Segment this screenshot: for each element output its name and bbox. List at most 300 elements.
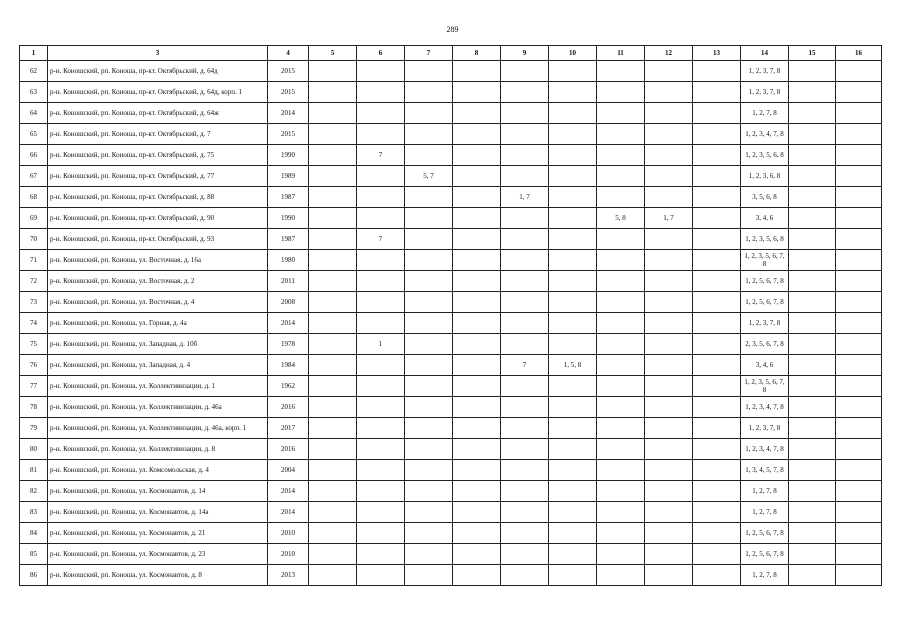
table-cell <box>357 82 405 103</box>
table-cell <box>453 145 501 166</box>
table-row <box>20 460 882 481</box>
table-cell <box>789 334 836 355</box>
table-cell <box>693 292 741 313</box>
table-cell <box>357 502 405 523</box>
table-cell <box>549 376 597 397</box>
table-cell <box>309 355 357 376</box>
table-cell <box>789 166 836 187</box>
address-cell: р-н. Коношский, рп. Коноша, ул. Комсомольская, д. 4 <box>48 460 268 481</box>
table-cell <box>597 61 645 82</box>
table-cell: 68 <box>20 187 48 208</box>
table-cell <box>693 82 741 103</box>
address-cell: р-н. Коношский, рп. Коноша, ул. Горная, д. 4а <box>48 313 268 334</box>
table-cell <box>836 187 882 208</box>
table-cell <box>645 82 693 103</box>
table-cell <box>597 166 645 187</box>
address-cell: р-н. Коношский, рп. Коноша, ул. Коллективизации, д. 8 <box>48 439 268 460</box>
table-cell: 1, 2, 7, 8 <box>741 502 789 523</box>
table-cell <box>405 418 453 439</box>
table-cell <box>789 82 836 103</box>
table-cell <box>501 376 549 397</box>
table-cell <box>549 61 597 82</box>
table-cell <box>405 397 453 418</box>
table-row <box>20 124 882 145</box>
table-cell <box>357 313 405 334</box>
table-cell <box>405 523 453 544</box>
table-cell: 1, 2, 7, 8 <box>741 565 789 586</box>
table-cell: 85 <box>20 544 48 565</box>
table-cell <box>597 397 645 418</box>
table-cell <box>309 61 357 82</box>
table-cell <box>789 523 836 544</box>
table-cell <box>501 502 549 523</box>
table-cell <box>549 334 597 355</box>
table-cell: 63 <box>20 82 48 103</box>
table-cell <box>453 523 501 544</box>
table-cell: 1, 2, 5, 6, 7, 8 <box>741 544 789 565</box>
table-cell <box>597 124 645 145</box>
table-cell <box>453 229 501 250</box>
table-cell: 1987 <box>268 187 309 208</box>
table-cell <box>693 544 741 565</box>
table-cell <box>597 544 645 565</box>
table-cell: 1, 2, 3, 7, 8 <box>741 418 789 439</box>
table-cell <box>693 523 741 544</box>
table-cell: 7 <box>357 145 405 166</box>
table-cell <box>597 250 645 271</box>
table-cell <box>789 61 836 82</box>
table-cell: 2016 <box>268 397 309 418</box>
table-cell <box>405 61 453 82</box>
table-cell <box>597 376 645 397</box>
table-cell <box>645 103 693 124</box>
table-cell <box>789 565 836 586</box>
table-row <box>20 481 882 502</box>
table-cell <box>357 439 405 460</box>
column-header: 8 <box>453 46 501 61</box>
address-cell: р-н. Коношский, рп. Коноша, пр-кт. Октябрьский, д. 90 <box>48 208 268 229</box>
table-cell: 76 <box>20 355 48 376</box>
table-cell <box>309 229 357 250</box>
table-cell <box>453 313 501 334</box>
table-cell: 83 <box>20 502 48 523</box>
table-cell <box>549 292 597 313</box>
table-cell <box>453 292 501 313</box>
table-cell: 70 <box>20 229 48 250</box>
table-cell <box>453 334 501 355</box>
table-cell: 1, 2, 3, 5, 6, 8 <box>741 145 789 166</box>
table-cell: 2010 <box>268 523 309 544</box>
table-cell <box>836 502 882 523</box>
table-cell <box>309 502 357 523</box>
table-cell <box>501 166 549 187</box>
table-cell <box>549 397 597 418</box>
table-cell <box>645 481 693 502</box>
table-cell <box>597 145 645 166</box>
table-cell <box>309 544 357 565</box>
table-cell <box>836 271 882 292</box>
table-cell <box>405 208 453 229</box>
table-cell: 7 <box>357 229 405 250</box>
table-cell: 1, 2, 3, 5, 6, 8 <box>741 229 789 250</box>
table-cell <box>836 124 882 145</box>
table-cell: 1, 5, 8 <box>549 355 597 376</box>
table-cell <box>693 334 741 355</box>
table-cell <box>693 61 741 82</box>
table-cell <box>789 355 836 376</box>
table-cell <box>597 355 645 376</box>
table-cell: 1, 2, 3, 4, 7, 8 <box>741 439 789 460</box>
table-row <box>20 82 882 103</box>
table-cell <box>789 397 836 418</box>
table-cell <box>405 313 453 334</box>
table-cell <box>453 187 501 208</box>
table-cell <box>693 124 741 145</box>
table-cell: 1, 2, 3, 7, 8 <box>741 313 789 334</box>
table-cell: 2011 <box>268 271 309 292</box>
table-row <box>20 229 882 250</box>
address-cell: р-н. Коношский, рп. Коноша, ул. Восточная, д. 4 <box>48 292 268 313</box>
table-row <box>20 565 882 586</box>
table-cell: 1, 2, 3, 5, 6, 7, 8 <box>741 376 789 397</box>
table-cell <box>501 334 549 355</box>
column-header: 13 <box>693 46 741 61</box>
table-cell <box>405 460 453 481</box>
table-cell: 1 <box>357 334 405 355</box>
table-cell <box>453 250 501 271</box>
table-cell <box>597 271 645 292</box>
table-cell <box>549 166 597 187</box>
table-cell <box>789 208 836 229</box>
table-cell <box>309 376 357 397</box>
table-cell <box>789 481 836 502</box>
column-header: 10 <box>549 46 597 61</box>
table-cell: 2014 <box>268 481 309 502</box>
table-cell: 3, 4, 6 <box>741 355 789 376</box>
table-cell: 2015 <box>268 124 309 145</box>
table-cell: 64 <box>20 103 48 124</box>
table-cell <box>501 418 549 439</box>
table-row <box>20 292 882 313</box>
table-cell <box>453 481 501 502</box>
table-cell: 2016 <box>268 439 309 460</box>
table-cell <box>597 418 645 439</box>
table-cell: 3, 5, 6, 8 <box>741 187 789 208</box>
table-cell <box>357 187 405 208</box>
table-cell <box>309 334 357 355</box>
table-row <box>20 376 882 397</box>
table-row <box>20 544 882 565</box>
table-cell <box>501 565 549 586</box>
table-cell <box>357 355 405 376</box>
table-cell <box>693 145 741 166</box>
table-cell <box>597 481 645 502</box>
table-cell <box>836 82 882 103</box>
table-cell <box>405 292 453 313</box>
address-cell: р-н. Коношский, рп. Коноша, ул. Космонавтов, д. 14 <box>48 481 268 502</box>
table-cell <box>357 523 405 544</box>
table-cell <box>836 460 882 481</box>
table-cell <box>836 544 882 565</box>
table-row <box>20 502 882 523</box>
table-cell <box>405 439 453 460</box>
table-cell <box>309 292 357 313</box>
table-cell: 86 <box>20 565 48 586</box>
table-cell <box>645 397 693 418</box>
table-cell <box>309 166 357 187</box>
table-cell: 75 <box>20 334 48 355</box>
table-cell <box>453 502 501 523</box>
table-cell <box>405 481 453 502</box>
table-cell <box>645 145 693 166</box>
table-cell <box>501 397 549 418</box>
table-cell <box>597 82 645 103</box>
address-cell: р-н. Коношский, рп. Коноша, ул. Коллективизации, д. 1 <box>48 376 268 397</box>
table-cell <box>549 481 597 502</box>
table-cell <box>309 250 357 271</box>
table-cell <box>501 61 549 82</box>
table-cell: 1962 <box>268 376 309 397</box>
table-cell <box>357 250 405 271</box>
table-cell <box>597 439 645 460</box>
table-cell <box>836 208 882 229</box>
table-cell: 65 <box>20 124 48 145</box>
table-cell <box>453 166 501 187</box>
table-cell <box>453 124 501 145</box>
table-cell <box>501 544 549 565</box>
table-row <box>20 187 882 208</box>
table-cell: 2, 3, 5, 6, 7, 8 <box>741 334 789 355</box>
table-cell <box>357 208 405 229</box>
table-cell <box>453 544 501 565</box>
table-cell: 2008 <box>268 292 309 313</box>
table-cell <box>549 187 597 208</box>
table-cell <box>549 124 597 145</box>
table-cell <box>693 439 741 460</box>
table-cell <box>453 565 501 586</box>
table-cell <box>309 565 357 586</box>
table-row <box>20 334 882 355</box>
table-cell <box>501 208 549 229</box>
column-header: 6 <box>357 46 405 61</box>
table-row <box>20 397 882 418</box>
table-cell <box>357 292 405 313</box>
table-cell: 2014 <box>268 502 309 523</box>
table-cell: 1978 <box>268 334 309 355</box>
table-cell <box>405 544 453 565</box>
table-cell <box>597 565 645 586</box>
column-header: 3 <box>48 46 268 61</box>
address-cell: р-н. Коношский, рп. Коноша, ул. Коллективизации, д. 46а <box>48 397 268 418</box>
table-cell <box>836 229 882 250</box>
table-cell: 1, 2, 3, 7, 8 <box>741 82 789 103</box>
table-cell <box>836 145 882 166</box>
address-cell: р-н. Коношский, рп. Коноша, ул. Коллективизации, д. 46а, корп. 1 <box>48 418 268 439</box>
table-cell: 1, 3, 4, 5, 7, 8 <box>741 460 789 481</box>
table-cell <box>693 271 741 292</box>
table-cell: 82 <box>20 481 48 502</box>
table-cell <box>645 292 693 313</box>
table-cell <box>836 418 882 439</box>
table-cell <box>405 187 453 208</box>
table-cell <box>836 166 882 187</box>
address-cell: р-н. Коношский, рп. Коноша, ул. Космонавтов, д. 8 <box>48 565 268 586</box>
column-header: 4 <box>268 46 309 61</box>
table-row <box>20 166 882 187</box>
table-cell <box>645 502 693 523</box>
table-cell <box>836 439 882 460</box>
table-cell: 5, 8 <box>597 208 645 229</box>
table-cell: 1980 <box>268 250 309 271</box>
table-cell: 7 <box>501 355 549 376</box>
address-cell: р-н. Коношский, рп. Коноша, пр-кт. Октябрьский, д. 77 <box>48 166 268 187</box>
table-cell <box>549 502 597 523</box>
table-cell <box>453 208 501 229</box>
table-cell <box>357 376 405 397</box>
table-cell <box>789 103 836 124</box>
table-cell <box>693 250 741 271</box>
table-cell <box>501 481 549 502</box>
table-cell: 2015 <box>268 61 309 82</box>
address-cell: р-н. Коношский, рп. Коноша, пр-кт. Октябрьский, д. 88 <box>48 187 268 208</box>
table-cell <box>357 271 405 292</box>
address-cell: р-н. Коношский, рп. Коноша, пр-кт. Октябрьский, д. 75 <box>48 145 268 166</box>
table-cell <box>645 187 693 208</box>
table-cell: 2013 <box>268 565 309 586</box>
table-cell <box>309 523 357 544</box>
table-cell <box>836 250 882 271</box>
table-cell <box>405 229 453 250</box>
table-cell: 62 <box>20 61 48 82</box>
table-cell <box>549 544 597 565</box>
column-header: 7 <box>405 46 453 61</box>
table-cell <box>501 292 549 313</box>
table-row <box>20 271 882 292</box>
table-cell <box>453 439 501 460</box>
table-cell <box>693 481 741 502</box>
table-cell <box>645 124 693 145</box>
table-cell <box>309 397 357 418</box>
table-cell <box>405 502 453 523</box>
table-cell <box>501 124 549 145</box>
table-row <box>20 145 882 166</box>
table-cell <box>405 376 453 397</box>
table-cell <box>405 103 453 124</box>
table-cell <box>357 166 405 187</box>
table-cell <box>501 439 549 460</box>
column-header: 15 <box>789 46 836 61</box>
table-cell <box>357 61 405 82</box>
table-cell: 1, 7 <box>645 208 693 229</box>
address-cell: р-н. Коношский, рп. Коноша, ул. Космонавтов, д. 14а <box>48 502 268 523</box>
table-cell: 1990 <box>268 208 309 229</box>
table-cell <box>309 187 357 208</box>
table-cell <box>309 103 357 124</box>
table-cell: 81 <box>20 460 48 481</box>
table-cell <box>789 544 836 565</box>
table-cell <box>357 565 405 586</box>
table-cell <box>405 82 453 103</box>
table-cell <box>645 544 693 565</box>
header-row <box>20 46 882 61</box>
table-cell <box>597 523 645 544</box>
column-header: 9 <box>501 46 549 61</box>
table-cell: 1, 2, 5, 6, 7, 8 <box>741 523 789 544</box>
table-cell <box>836 397 882 418</box>
table-cell <box>645 313 693 334</box>
table-cell <box>597 229 645 250</box>
table-cell: 1, 2, 3, 6, 8 <box>741 166 789 187</box>
table-cell <box>693 355 741 376</box>
table-cell <box>836 481 882 502</box>
table-cell <box>309 460 357 481</box>
table-cell <box>693 229 741 250</box>
table-cell <box>645 166 693 187</box>
table-cell <box>836 355 882 376</box>
table-cell <box>453 397 501 418</box>
table-cell <box>789 124 836 145</box>
table-cell <box>645 376 693 397</box>
table-row <box>20 250 882 271</box>
table-cell <box>453 103 501 124</box>
table-cell <box>501 145 549 166</box>
table-cell <box>597 334 645 355</box>
table-cell <box>836 565 882 586</box>
table-cell <box>789 271 836 292</box>
table-cell <box>453 271 501 292</box>
table-cell <box>789 376 836 397</box>
table-cell <box>549 523 597 544</box>
table-cell <box>309 124 357 145</box>
table-cell: 1, 2, 7, 8 <box>741 481 789 502</box>
address-cell: р-н. Коношский, рп. Коноша, пр-кт. Октябрьский, д. 64д, корп. 1 <box>48 82 268 103</box>
table-cell <box>836 292 882 313</box>
table-cell: 2015 <box>268 82 309 103</box>
table-cell <box>645 250 693 271</box>
table-cell: 2010 <box>268 544 309 565</box>
table-row <box>20 313 882 334</box>
table-cell <box>693 502 741 523</box>
table-cell: 1, 7 <box>501 187 549 208</box>
table-cell: 69 <box>20 208 48 229</box>
table-row <box>20 439 882 460</box>
table-cell <box>549 250 597 271</box>
table-cell <box>357 397 405 418</box>
table-cell <box>405 355 453 376</box>
table-cell: 66 <box>20 145 48 166</box>
table-cell: 80 <box>20 439 48 460</box>
column-header: 12 <box>645 46 693 61</box>
table-cell: 78 <box>20 397 48 418</box>
table-cell <box>405 334 453 355</box>
table-cell <box>549 418 597 439</box>
table-cell <box>645 418 693 439</box>
address-cell: р-н. Коношский, рп. Коноша, ул. Западная, д. 4 <box>48 355 268 376</box>
table-cell <box>309 271 357 292</box>
table-cell <box>693 460 741 481</box>
table-cell <box>645 439 693 460</box>
table-cell <box>645 565 693 586</box>
table-cell: 73 <box>20 292 48 313</box>
table-cell: 79 <box>20 418 48 439</box>
table-cell: 1987 <box>268 229 309 250</box>
table-cell <box>501 313 549 334</box>
table-cell: 1, 2, 3, 5, 6, 7, 8 <box>741 250 789 271</box>
table-cell: 2017 <box>268 418 309 439</box>
table-cell <box>549 439 597 460</box>
table-cell <box>501 229 549 250</box>
table-cell <box>309 313 357 334</box>
